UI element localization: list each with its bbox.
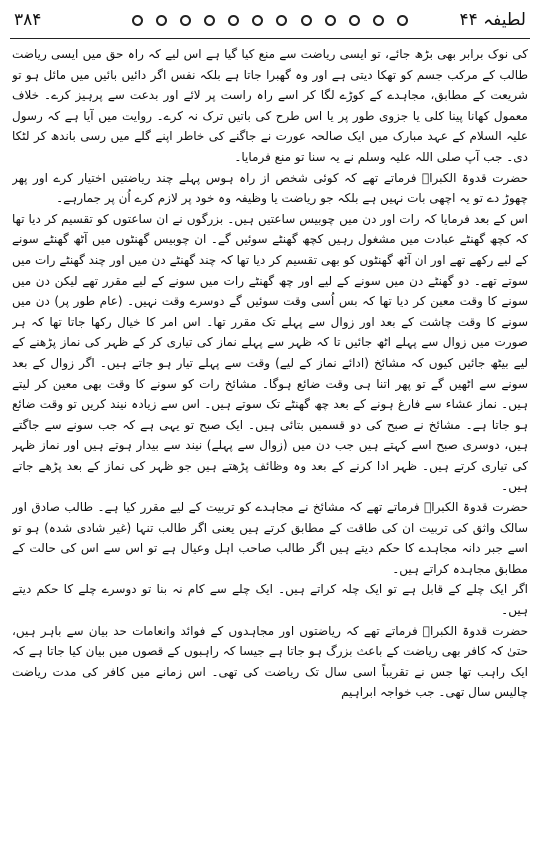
paragraph: اس کے بعد فرمایا کہ رات اور دن میں چوبیس ساعتیں ہیں۔ بزرگوں نے ان ساعتوں کو تقسیم کر دیا تھا کہ کچھ گھنٹے عبادت میں مشغول رہیں کچھ گھنٹے سوئیں گے۔ ان چوبیس گھنٹوں میں آٹھ گھنٹے سونے کے لیے رکھے تھے اور ان آٹھ گھنٹوں کو بھی تقسیم کر دیا تھا کہ چند گھنٹے دن میں اور چند گھنٹے رات میں سوتے تھے۔ دو گھنٹے دن میں سونے کے لیے اور چھ گھنٹے رات میں سونے کے لیے مقرر تھے لیکن دن میں سونے کا وقت معین کر دیا تھا کہ بس اُسی وقت سوئیں گے دوسرے وقت نہیں۔ (عام طور پر) دن میں سونے کا وقت چاشت کے بعد اور زوال سے پہلے تک مقرر تھا۔ اس امر کا خیال رکھا جاتا تھا کہ ہر صورت میں زوال سے پہلے اٹھ جائیں تا کہ ظہر سے پہلے نماز کی تیاری کر کے ظہر کی نماز پڑھنے کے لیے بیٹھ جائیں کیوں کہ مشائخ (ادائے نماز کے لیے) وقت سے پہلے تیار ہو جاتے ہیں۔ اگر زوال کے بعد سونے سے اٹھیں گے تو پھر اتنا ہی وقت ضائع ہوگا۔ مشائخ رات کو سونے کا وقت بھی معین کر لیتے ہیں۔ نماز عشاء سے فارغ ہونے کے بعد چھ گھنٹے تک سوتے ہیں۔ اس سے زیادہ نیند کریں تو وقت ضائع ہو جاتا ہے۔ مشائخ نے صبح کی دو قسمیں بتائی ہیں۔ ایک صبح تو یہی ہے کہ جب سونے سے جاگتے ہیں، دوسری صبح اسے کہتے ہیں جب دن میں (زوال سے پہلے) نیند سے بیدار ہوتے ہیں اور نماز ظہر کی تیاری کرتے ہیں۔ ظہر ادا کرنے کے بعد وہ وظائف پڑھتے ہیں جو ظہر کی نماز کے بعد پڑھے جاتے ہیں۔ bbox=[12, 211, 528, 494]
page-header bbox=[14, 6, 526, 36]
ornament-ring-icon bbox=[132, 15, 143, 26]
page-title: لطیفہ ۴۴ bbox=[459, 10, 526, 30]
ornament-ring-icon bbox=[156, 15, 167, 26]
ornament-ring-icon bbox=[276, 15, 287, 26]
paragraph: حضرت قدوۃ الکبراؒ فرماتے تھے کہ ریاضتوں اور مجاہدوں کے فوائد وانعامات حد بیان سے باہر ہیں، حتیٰ کہ کافر بھی ریاضت کے باعث بزرگ ہو جاتا ہے جیسا کہ راہبوں کے قصوں میں بیان کیا جاتا ہے کہ ایک راہب تھا جس نے تقریباً اسی سال تک ریاضت کی تھی۔ اس زمانے میں کافر کی مدت ریاضت چالیس سال تھی۔ جب خواجہ ابراہیم bbox=[12, 623, 528, 700]
ornament-ring-icon bbox=[325, 15, 336, 26]
ornament-ring-icon bbox=[373, 15, 384, 26]
decorative-ornament bbox=[132, 9, 408, 31]
ornament-ring-icon bbox=[180, 15, 191, 26]
paragraph: حضرت قدوۃ الکبراؒ فرماتے تھے کہ مشائخ نے مجاہدے کو تربیت کے لیے مقرر کیا ہے۔ طالب صادق اور سالک واثق کی تربیت ان کی طاقت کے مطابق کرتے ہیں یعنی اگر طالب تنہا (غیر شادی شدہ) ہو تو اسے جبر دانہ مجاہدے کا حکم دیتے ہیں اگر طالب صاحب اہل وعیال ہے تو اس سے اس کی حالت کے مطابق مجاہدہ کراتے ہیں۔ bbox=[12, 500, 528, 576]
ornament-ring-icon bbox=[252, 15, 263, 26]
header-divider bbox=[10, 38, 530, 39]
ornament-ring-icon bbox=[349, 15, 360, 26]
ornament-ring-icon bbox=[397, 15, 408, 26]
page-number: ۳۸۴ bbox=[14, 10, 42, 30]
ornament-ring-icon bbox=[301, 15, 312, 26]
paragraph: حضرت قدوۃ الکبراؒ فرماتے تھے کہ کوئی شخص از راہ ہوس پہلے چند ریاضتیں اختیار کرے اور پھر چھوڑ دے تو یہ اچھی بات نہیں ہے بلکہ جو ریاضت یا وظیفہ وہ خود پر لازم کرے اُن پر جمارہے۔ bbox=[12, 170, 528, 206]
ornament-ring-icon bbox=[228, 15, 239, 26]
paragraph: کی نوک برابر بھی بڑھ جائے، تو ایسی ریاضت سے منع کیا گیا ہے اس لیے کہ راہ حق میں ایسی ریاضت طالب کے مرکب جسم کو تھکا دیتی ہے اور وہ گھبرا جاتا ہے بلکہ نفس اگر دائیں بائیں میں مائل ہو تو شریعت کے مطابق، مجاہدے کے کوڑے لگا کر اسے راہ راست پر لائے اور بدعت سے پرہیز کرے۔ خلاف معمول کھانا پینا کلی یا جزوی طور پر یا اس طرح کی باتیں ترک نہ کرے۔ روایت میں آیا ہے کہ رسول علیہ السلام کے عہد مبارک میں ایک صالحہ عورت نے جاگنے کی خاطر اپنے گلے میں رسی باندھ کر لٹکا دی۔ جب آپ صلی اللہ علیہ وسلم نے یہ سنا تو منع فرمایا۔ bbox=[12, 47, 528, 164]
paragraph: اگر ایک چلے کے قابل ہے تو ایک چلہ کراتے ہیں۔ ایک چلے سے کام نہ بنا تو دوسرے چلے کا حکم دیتے ہیں۔ bbox=[12, 582, 528, 618]
page-body bbox=[12, 44, 528, 849]
ornament-ring-icon bbox=[204, 15, 215, 26]
